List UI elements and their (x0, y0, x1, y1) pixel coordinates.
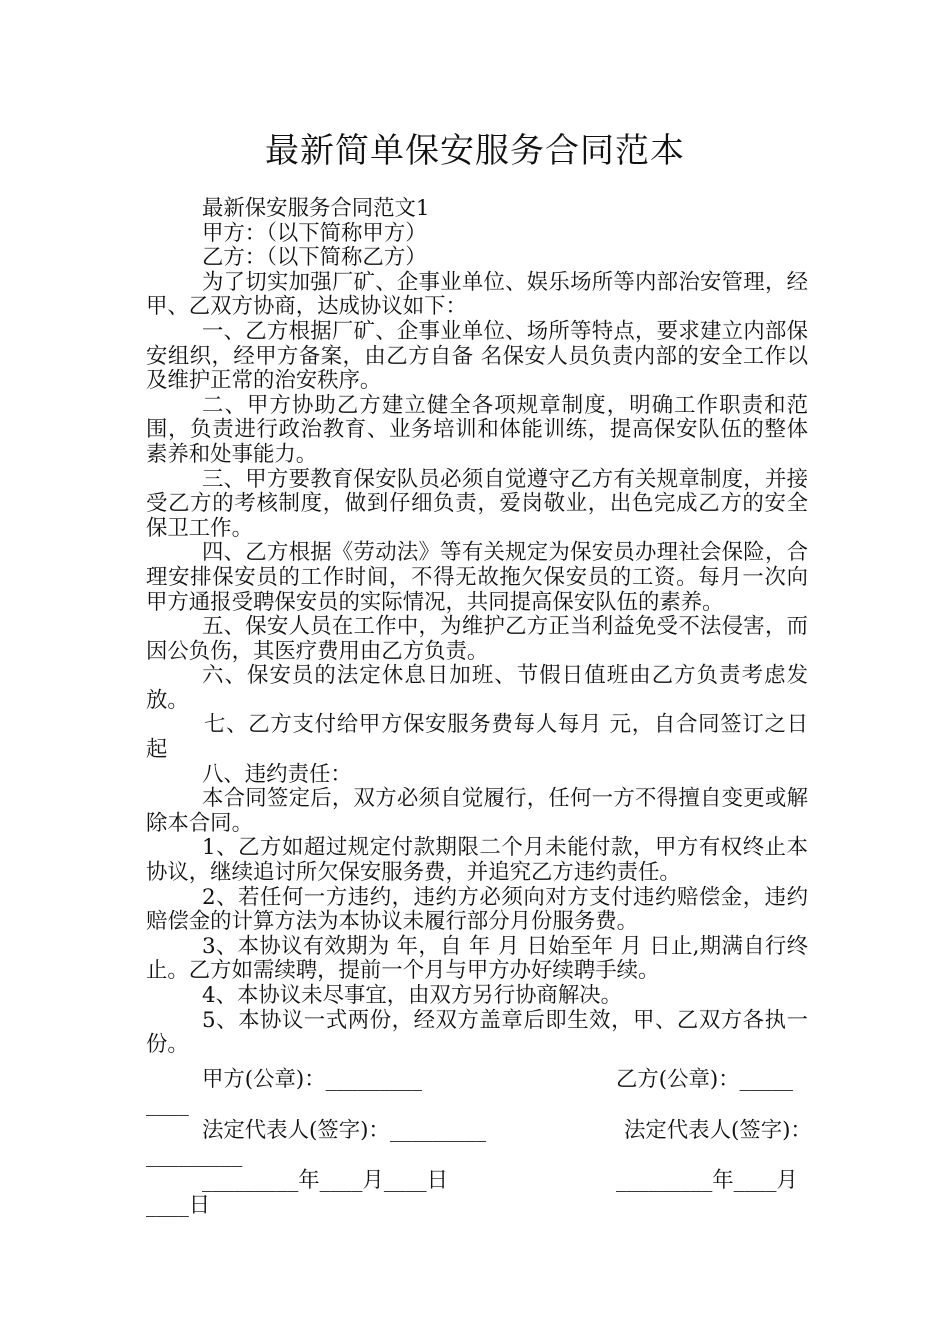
party-a-date: _________年____月____日 (202, 1168, 448, 1194)
date-row (146, 1169, 808, 1194)
document-body (146, 197, 808, 1058)
document-title: 最新简单保安服务合同范本 (265, 131, 685, 171)
party-b-representative: 法定代表人(签字)： (624, 1118, 812, 1144)
date-row-continued (146, 1194, 808, 1219)
breach-item-2: 2、若任何一方违约，违约方必须向对方支付违约赔偿金，违约赔偿金的计算方法为本协议未履行部分月份服务费。 (146, 884, 808, 935)
party-a-line: 甲方：（以下简称甲方） (202, 220, 427, 246)
clause-8-heading: 八、违约责任： (202, 761, 352, 787)
preamble-paragraph: 为了切实加强厂矿、企事业单位、娱乐场所等内部治安管理，经甲、乙双方协商，达成协议如下： (146, 269, 808, 320)
representative-row (146, 1118, 812, 1144)
party-b-representative-blank: _________ (146, 1142, 243, 1168)
clause-6: 六、保安员的法定休息日加班、节假日值班由乙方负责考虑发放。 (146, 663, 808, 713)
subtitle: 最新保安服务合同范文1 (202, 196, 430, 221)
party-a-representative: 法定代表人(签字)：_________ (202, 1118, 487, 1144)
representative-row-continued (146, 1144, 808, 1169)
seal-row (146, 1068, 808, 1093)
clause-5: 五、保安人员在工作中，为维护乙方正当利益免受不法侵害，而因公负伤，其医疗费用由乙方负责。 (146, 614, 808, 664)
breach-item-5: 5、本协议一式两份，经双方盖章后即生效，甲、乙双方各执一份。 (146, 1007, 808, 1058)
clause-4: 四、乙方根据《劳动法》等有关规定为保安员办理社会保险，合理安排保安员的工作时间，不得无故拖欠保安员的工资。每月一次向甲方通报受聘保安员的实际情况，共同提高保安队伍的素养。 (146, 540, 808, 615)
clause-7: 七、乙方支付给甲方保安服务费每人每月 元，自合同签订之日起 (146, 712, 808, 763)
party-b-date-day: ____日 (146, 1192, 211, 1218)
seal-row-continued (146, 1093, 808, 1118)
party-a-seal: 甲方(公章)：_________ (202, 1067, 422, 1092)
party-b-date: _________年____月 (616, 1168, 798, 1194)
breach-item-4: 4、本协议未尽事宜，由双方另行协商解决。 (202, 983, 623, 1008)
party-b-seal-blank: ____ (146, 1091, 189, 1117)
breach-intro: 本合同签定后，双方必须自觉履行，任何一方不得擅自变更或解除本合同。 (146, 786, 808, 836)
breach-item-1: 1、乙方如超过规定付款期限二个月未能付款，甲方有权终止本协议，继续追讨所欠保安服务费，并追究乙方违约责任。 (146, 835, 808, 886)
clause-1: 一、乙方根据厂矿、企事业单位、场所等特点，要求建立内部保安组织，经甲方备案，由乙方自备 名保安人员负责内部的安全工作以及维护正常的治安秩序。 (146, 318, 808, 394)
clause-2: 二、甲方协助乙方建立健全各项规章制度，明确工作职责和范围，负责进行政治教育、业务培训和体能训练，提高保安队伍的整体素养和处事能力。 (146, 392, 808, 467)
party-b-seal: 乙方(公章)：_____ (616, 1067, 794, 1092)
party-b-line: 乙方：（以下简称乙方） (202, 245, 427, 271)
clause-3: 三、甲方要教育保安队员必须自觉遵守乙方有关规章制度，并接受乙方的考核制度，做到仔细负责，爱岗敬业，出色完成乙方的安全保卫工作。 (146, 466, 808, 541)
breach-item-3: 3、本协议有效期为 年，自 年 月 日始至年 月 日止,期满自行终止。乙方如需续聘，提前一个月与甲方办好续聘手续。 (146, 933, 808, 984)
signature-block (146, 1067, 812, 1219)
